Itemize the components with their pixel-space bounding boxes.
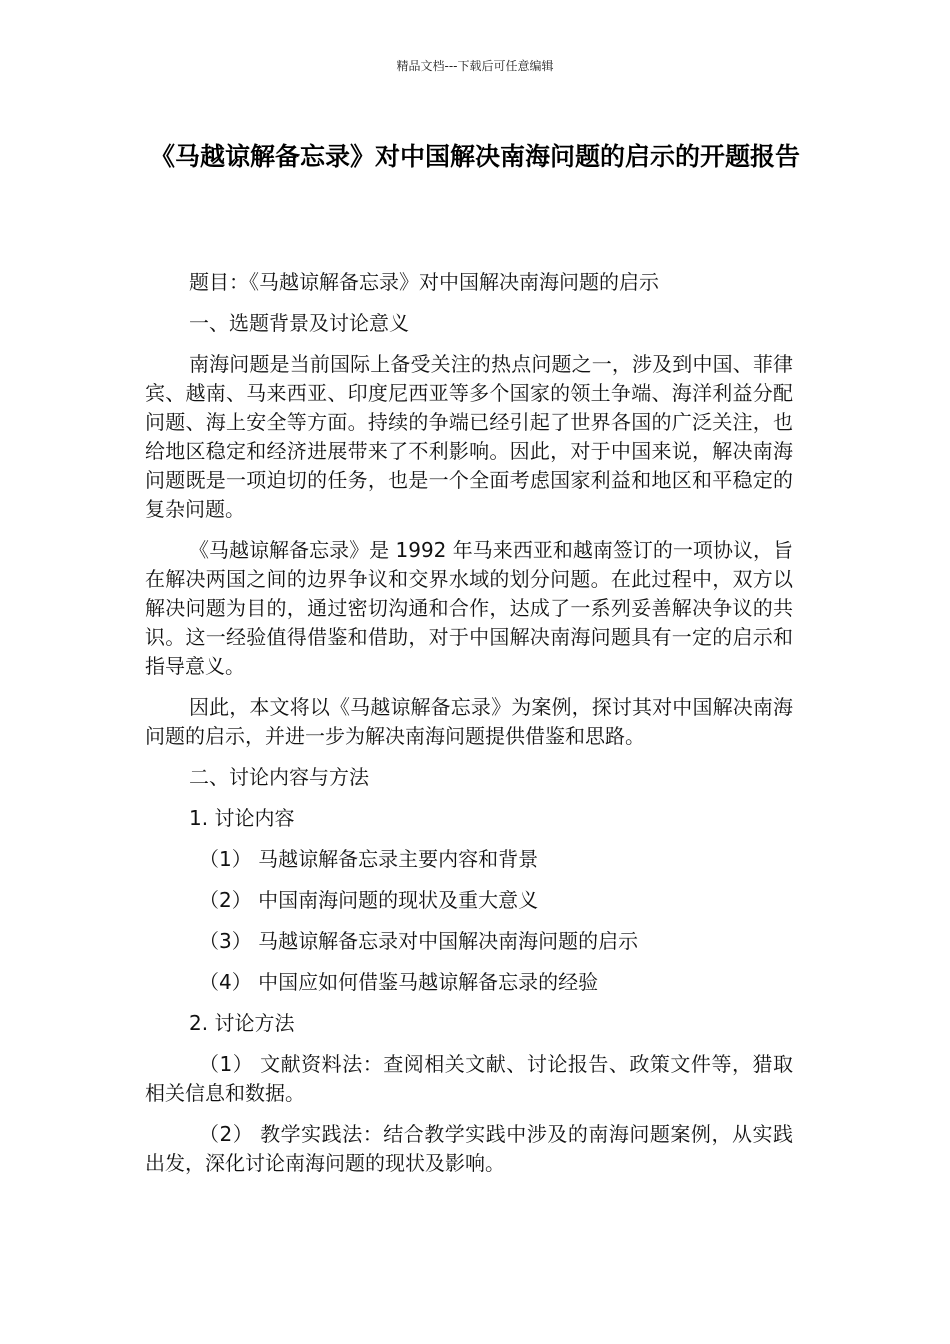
- paragraph-memorandum: 《马越谅解备忘录》是 1992 年马来西亚和越南签订的一项协议，旨在解决两国之间的边界争议和交界水域的划分问题。在此过程中，双方以解决问题为目的，通过密切沟通和合作，达成了一系列妥善解决争议的共识。这一经验值得借鉴和借助，对于中国解决南海问题具有一定的启示和指导意义。: [145, 538, 793, 678]
- content-item: （4） 中国应如何借鉴马越谅解备忘录的经验: [199, 970, 599, 994]
- paragraph-background: 南海问题是当前国际上备受关注的热点问题之一，涉及到中国、菲律宾、越南、马来西亚、印度尼西亚等多个国家的领土争端、海洋利益分配问题、海上安全等方面。持续的争端已经引起了世界各国的广泛关注，也给地区稳定和经济进展带来了不利影响。因此，对于中国来说，解决南海问题既是一项迫切的任务，也是一个全面考虑国家利益和地区和平稳定的复杂问题。: [145, 352, 793, 521]
- method-item: （2） 教学实践法：结合教学实践中涉及的南海问题案例，从实践出发，深化讨论南海问题的现状及影响。: [145, 1122, 793, 1175]
- content-item: （3） 马越谅解备忘录对中国解决南海问题的启示: [199, 929, 639, 953]
- content-item: （2） 中国南海问题的现状及重大意义: [199, 888, 539, 912]
- document-body: [145, 268, 793, 1190]
- paragraph-purpose: 因此，本文将以《马越谅解备忘录》为案例，探讨其对中国解决南海问题的启示，并进一步为解决南海问题提供借鉴和思路。: [145, 695, 793, 748]
- document-title: 《马越谅解备忘录》对中国解决南海问题的启示的开题报告: [149, 142, 800, 171]
- topic-line: 题目：《马越谅解备忘录》对中国解决南海问题的启示: [189, 270, 659, 294]
- method-heading: 2. 讨论方法: [189, 1011, 295, 1035]
- content-item: （1） 马越谅解备忘录主要内容和背景: [199, 847, 539, 871]
- section-heading-content-method: 二、讨论内容与方法: [189, 765, 369, 789]
- section-heading-background: 一、选题背景及讨论意义: [189, 311, 409, 335]
- method-item: （1） 文献资料法：查阅相关文献、讨论报告、政策文件等，猎取相关信息和数据。: [145, 1052, 793, 1105]
- content-heading: 1. 讨论内容: [189, 806, 295, 830]
- header-note: 精品文档---下载后可任意编辑: [396, 59, 554, 73]
